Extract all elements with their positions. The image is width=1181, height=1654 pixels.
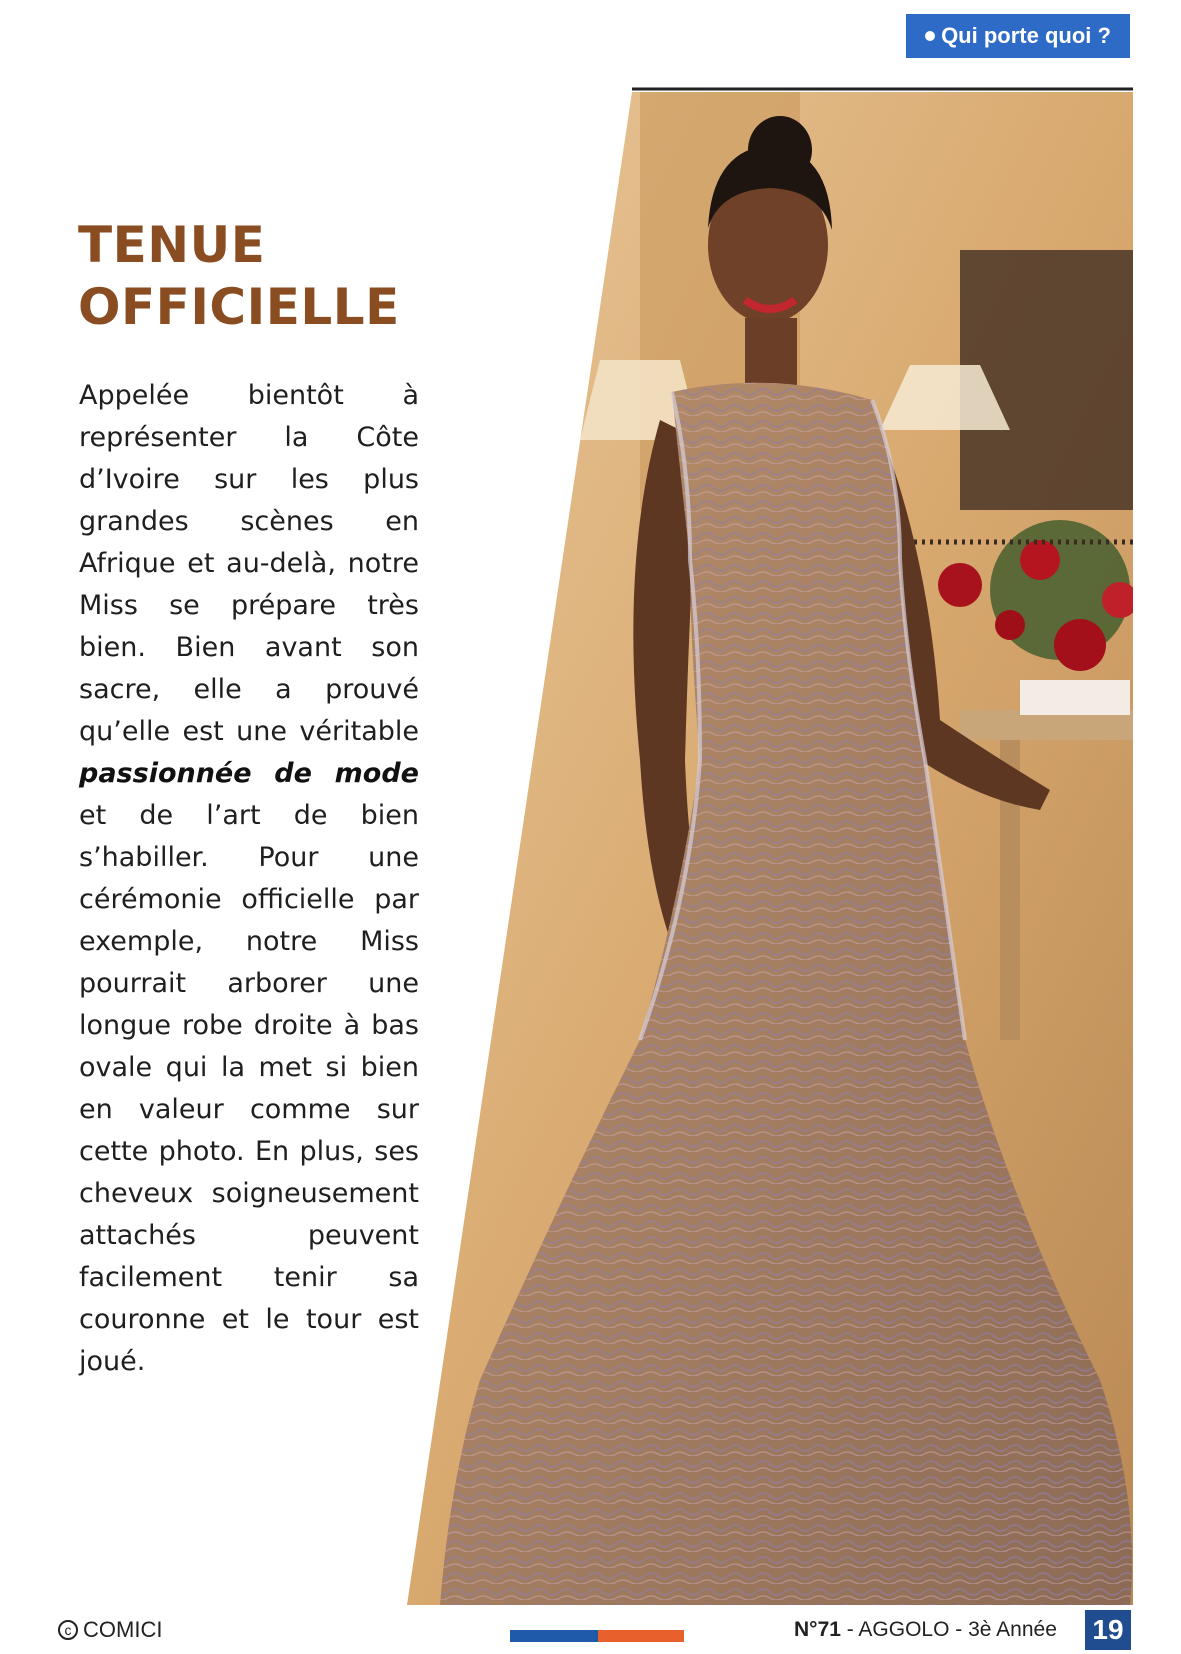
section-tag-label: Qui porte quoi ? — [941, 23, 1111, 48]
article-body-emphasis: passionnée de mode — [79, 758, 419, 789]
page-number-badge: 19 — [1085, 1610, 1131, 1650]
footer-bar-blue — [510, 1630, 598, 1642]
footer-color-bar — [510, 1630, 684, 1642]
footer-credit-text: COMICI — [83, 1617, 163, 1642]
issue-number: N°71 — [794, 1618, 841, 1641]
article-body — [79, 375, 419, 1383]
article-title-line2: OFFICIELLE — [78, 278, 400, 336]
footer-credit — [58, 1617, 162, 1643]
footer-bar-orange — [598, 1630, 684, 1642]
article-title — [78, 214, 400, 338]
article-body-part1: Appelée bientôt à représenter la Côte d’Ivoire sur les plus grandes scènes en Afrique et au-delà, notre Miss se prépare très bien. Bien avant son sacre, elle a prouvé qu’elle est une véritable — [79, 380, 419, 747]
article-body-part2: et de l’art de bien s’habiller. Pour une cérémonie officielle par exemple, notre Miss pourrait arborer une longue robe droite à bas ovale qui la met si bien en valeur comme sur cette photo. En plus, ses cheveux soigneusement attachés peuvent facilement tenir sa couronne et le tour est joué. — [79, 800, 419, 1377]
footer-issue — [794, 1618, 1057, 1642]
article-title-line1: TENUE — [78, 216, 266, 274]
issue-details: - AGGOLO - 3è Année — [840, 1618, 1057, 1641]
copyright-icon: c — [58, 1620, 78, 1640]
